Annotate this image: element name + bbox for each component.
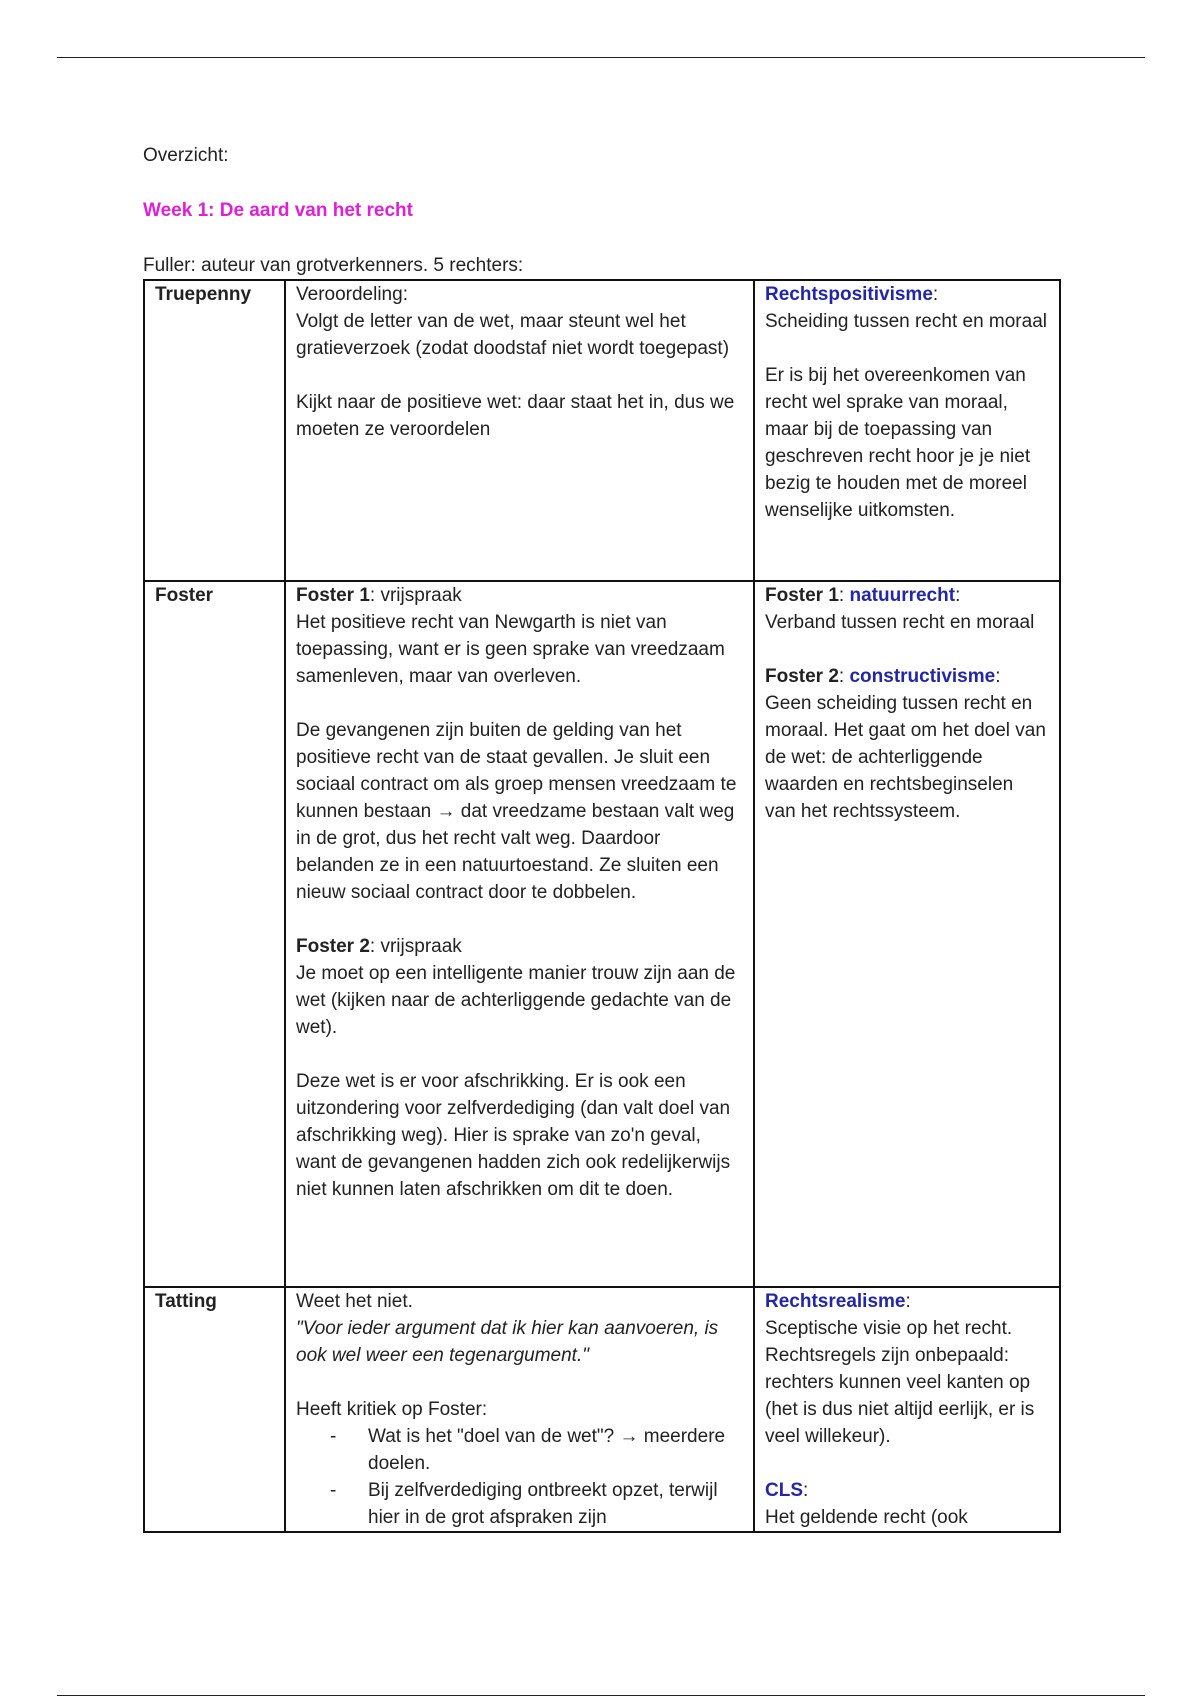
- judges-table: [143, 279, 1061, 1533]
- arrow-right-icon: →: [436, 801, 456, 822]
- paragraph: Je moet op een intelligente manier trouw zijn aan de wet (kijken naar de achterliggende gedachte van de wet).: [296, 963, 736, 1038]
- judge-name: Foster: [144, 581, 285, 1287]
- theory-name: Rechtsrealisme: [765, 1291, 906, 1312]
- table-row: [144, 581, 1060, 1287]
- theory-name: constructivisme: [849, 666, 996, 687]
- intro-text: Fuller: auteur van grotverkenners. 5 rechters:: [143, 255, 524, 276]
- paragraph: Er is bij het overeenkomen van recht wel sprake van moraal, maar bij de toepassing van geschreven recht hoor je je niet bezig te houden met de moreel wenselijke uitkomsten.: [765, 365, 1031, 521]
- theory-name: CLS: [765, 1480, 803, 1501]
- paragraph: Het geldende recht (ook: [765, 1507, 968, 1528]
- paragraph: Deze wet is er voor afschrikking. Er is ook een uitzondering voor zelfverdediging (dan valt doel van afschrikking weg). Hier is sprake van zo'n geval, want de gevangenen hadden zich ook redelijkerwijs niet kunnen laten afschrikken om dit te doen.: [296, 1071, 731, 1200]
- theory-cell: Foster 1: natuurrecht: Verband tussen recht en moraal Foster 2: constructivisme: Geen scheiding tussen recht en moraal. Het gaat om het doel van de wet: de achterliggende waarden en rechtsbeginselen van het rechtssysteem.: [754, 581, 1060, 1287]
- theory-name: natuurrecht: [849, 585, 956, 606]
- paragraph: dat vreedzame bestaan valt weg in de grot, dus het recht valt weg. Daardoor belanden ze in een natuurtoestand. Ze sluiten een nieuw sociaal contract door te dobbelen.: [296, 801, 735, 903]
- table-row: [144, 280, 1060, 581]
- bottom-rule: [57, 1695, 1145, 1696]
- overview-label: Overzicht:: [143, 145, 229, 166]
- verdict-cell: [285, 1287, 754, 1532]
- paragraph: Volgt de letter van de wet, maar steunt wel het gratieverzoek (zodat doodstaf niet wordt toegepast): [296, 311, 730, 359]
- paragraph: Kijkt naar de positieve wet: daar staat het in, dus we moeten ze veroordelen: [296, 392, 735, 440]
- verdict-cell: Foster 1: vrijspraak Het positieve recht van Newgarth is niet van toepassing, want er is geen sprake van vreedzaam samenleven, maar van overleven. De gevangenen zijn buiten de gelding van het positieve recht van de staat gevallen. Je sluit een sociaal contract om als groep mensen vreedzaam te kunnen bestaan → dat vreedzame bestaan valt weg in de grot, dus het recht valt weg. Daardoor belanden ze in een natuurtoestand. Ze sluiten een nieuw sociaal contract door te dobbelen. Foster 2: vrijspraak Je moet op een intelligente manier trouw zijn aan de wet (kijken naar de achterliggende gedachte van de wet). Deze wet is er voor afschrikking. Er is ook een uitzondering voor zelfverdediging (dan valt doel van afschrikking weg). Hier is sprake van zo'n geval, want de gevangenen hadden zich ook redelijkerwijs niet kunnen laten afschrikken om dit te doen.: [285, 581, 754, 1287]
- opinion-verdict: vrijspraak: [380, 585, 462, 606]
- week-heading: Week 1: De aard van het recht: [143, 200, 413, 221]
- paragraph: Heeft kritiek op Foster:: [296, 1399, 488, 1420]
- arrow-right-icon: →: [619, 1426, 639, 1447]
- paragraph: Het positieve recht van Newgarth is niet van toepassing, want er is geen sprake van vreedzaam samenleven, maar van overleven.: [296, 612, 725, 687]
- theory-name: Rechtspositivisme: [765, 284, 933, 305]
- judge-name: Truepenny: [144, 280, 285, 581]
- verdict-cell: [285, 280, 754, 581]
- theory-cell: Rechtspositivisme: Scheiding tussen recht en moraal Er is bij het overeenkomen van recht wel sprake van moraal, maar bij de toepassing van geschreven recht hoor je je niet bezig te houden met de moreel wenselijke uitkomsten.: [754, 280, 1060, 581]
- top-rule: [57, 57, 1145, 58]
- critique-list: [296, 1423, 743, 1531]
- verdict-label: Weet het niet.: [296, 1291, 413, 1312]
- paragraph: Scheiding tussen recht en moraal: [765, 311, 1047, 332]
- opinion-label: Foster 2: [765, 666, 839, 687]
- paragraph: De gevangenen zijn buiten de gelding van het positieve recht van de staat gevallen. Je sluit een sociaal contract om als groep mensen vreedzaam te kunnen bestaan: [296, 720, 737, 822]
- paragraph: Verband tussen recht en moraal: [765, 612, 1035, 633]
- opinion-label: Foster 1: [765, 585, 839, 606]
- opinion-verdict: vrijspraak: [380, 936, 462, 957]
- quote: "Voor ieder argument dat ik hier kan aanvoeren, is ook wel weer een tegenargument.": [296, 1318, 719, 1366]
- paragraph: Sceptische visie op het recht. Rechtsregels zijn onbepaald: rechters kunnen veel kanten op (het is dus niet altijd eerlijk, er is veel willekeur).: [765, 1318, 1035, 1447]
- judge-name: Tatting: [144, 1287, 285, 1532]
- opinion-label: Foster 1: [296, 585, 370, 606]
- list-item: - Wat is het "doel van de wet"? → meerdere doelen.: [368, 1423, 743, 1477]
- list-item: - Bij zelfverdediging ontbreekt opzet, terwijl hier in de grot afspraken zijn: [368, 1477, 743, 1531]
- table-row: [144, 1287, 1060, 1532]
- theory-cell: Rechtsrealisme: Sceptische visie op het recht. Rechtsregels zijn onbepaald: rechters kunnen veel kanten op (het is dus niet altijd eerlijk, er is veel willekeur). CLS: Het geldende recht (ook: [754, 1287, 1060, 1532]
- verdict-label: Veroordeling:: [296, 284, 408, 305]
- opinion-label: Foster 2: [296, 936, 370, 957]
- paragraph: Geen scheiding tussen recht en moraal. Het gaat om het doel van de wet: de achterliggende waarden en rechtsbeginselen van het rechtssysteem.: [765, 693, 1046, 822]
